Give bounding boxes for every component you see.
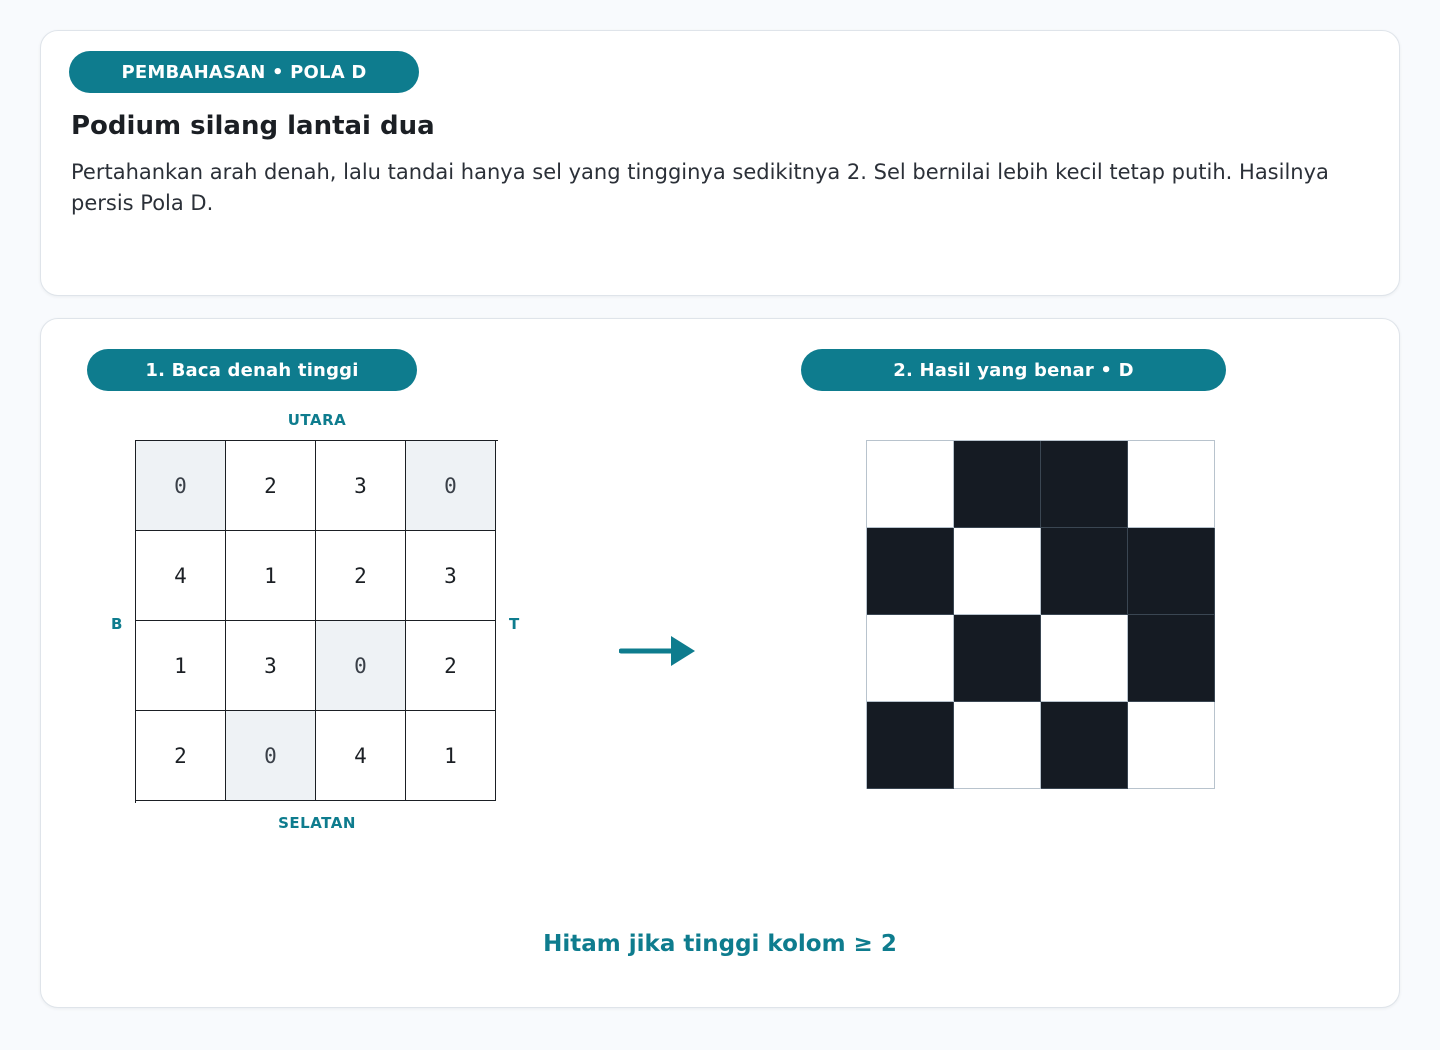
result-pattern-grid xyxy=(866,440,1215,789)
result-cell-empty xyxy=(954,702,1041,789)
result-cell-filled xyxy=(1128,615,1215,702)
right-arrow-icon xyxy=(619,633,699,669)
step2-label: 2. Hasil yang benar • D xyxy=(801,349,1226,391)
rule-caption: Hitam jika tinggi kolom ≥ 2 xyxy=(543,931,897,957)
compass-east-label: T xyxy=(509,615,520,633)
page-title: Podium silang lantai dua xyxy=(71,111,435,141)
height-cell: 2 xyxy=(316,531,406,621)
result-cell-filled xyxy=(1041,441,1128,528)
height-cell: 3 xyxy=(316,441,406,531)
height-cell: 1 xyxy=(406,711,496,801)
height-cell: 2 xyxy=(406,621,496,711)
description-text: Pertahankan arah denah, lalu tandai hanya sel yang tingginya sedikitnya 2. Sel bernilai lebih kecil tetap putih. Hasilnya persis Pola D. xyxy=(71,160,1329,215)
height-cell: 4 xyxy=(316,711,406,801)
height-cell: 2 xyxy=(136,711,226,801)
diagram-card xyxy=(40,318,1400,1008)
result-cell-filled xyxy=(954,441,1041,528)
explanation-card xyxy=(40,30,1400,296)
result-cell-empty xyxy=(1128,441,1215,528)
result-cell-empty xyxy=(1128,702,1215,789)
result-cell-empty xyxy=(867,441,954,528)
height-cell: 0 xyxy=(226,711,316,801)
compass-west-label: B xyxy=(111,615,123,633)
step1-label: 1. Baca denah tinggi xyxy=(87,349,417,391)
height-cell: 3 xyxy=(406,531,496,621)
result-cell-empty xyxy=(954,528,1041,615)
result-cell-empty xyxy=(1041,615,1128,702)
height-map-grid xyxy=(135,440,498,803)
result-cell-filled xyxy=(867,702,954,789)
result-cell-filled xyxy=(1128,528,1215,615)
result-cell-filled xyxy=(1041,528,1128,615)
height-cell: 3 xyxy=(226,621,316,711)
height-cell: 0 xyxy=(136,441,226,531)
height-cell: 1 xyxy=(226,531,316,621)
result-cell-filled xyxy=(1041,702,1128,789)
height-cell: 0 xyxy=(406,441,496,531)
compass-south-label: SELATAN xyxy=(278,814,356,832)
height-cell: 4 xyxy=(136,531,226,621)
result-cell-filled xyxy=(954,615,1041,702)
compass-north-label: UTARA xyxy=(287,411,347,429)
height-cell: 1 xyxy=(136,621,226,711)
result-cell-empty xyxy=(867,615,954,702)
section-badge: PEMBAHASAN • POLA D xyxy=(69,51,419,93)
height-cell: 0 xyxy=(316,621,406,711)
result-cell-filled xyxy=(867,528,954,615)
height-cell: 2 xyxy=(226,441,316,531)
